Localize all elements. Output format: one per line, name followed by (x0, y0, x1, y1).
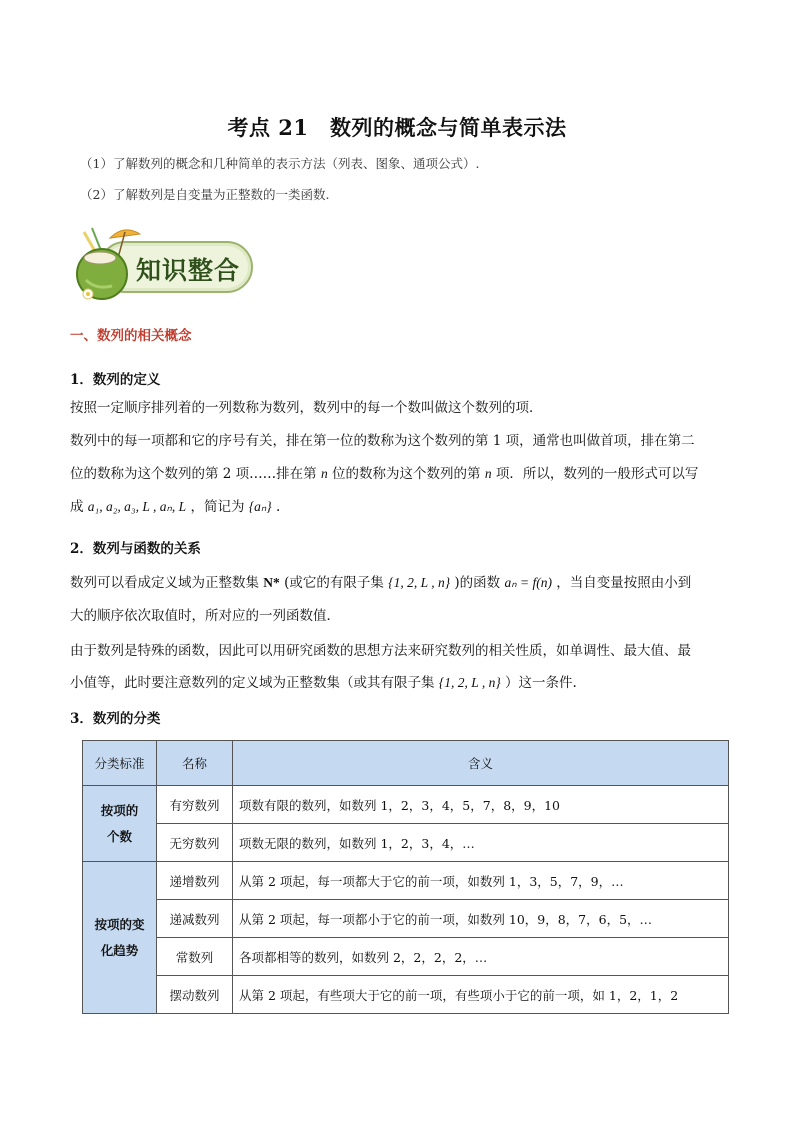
row-meaning: 各项都相等的数列，如数列 2，2，2，2，… (233, 938, 729, 976)
text: 成 (70, 499, 84, 515)
text: ，简记为 (190, 499, 245, 515)
sub1-heading: 1．数列的定义 (70, 372, 161, 388)
sub2-heading: 2．数列与函数的关系 (70, 541, 201, 557)
sub2-line2: 大的顺序依次取值时，所对应的一列函数值． (70, 608, 340, 624)
table-row (83, 900, 729, 938)
sub1-p2-line1: 数列中的每一项都和它的序号有关，排在第一位的数称为这个数列的第 1 项，通常也叫做首项，排在第二 (70, 433, 695, 449)
row-meaning: 从第 2 项起，每一项都大于它的前一项，如数列 1，3，5，7，9，… (233, 862, 729, 900)
table-row (83, 824, 729, 862)
table-row (83, 938, 729, 976)
group-label-trend (83, 862, 157, 1014)
row-name: 常数列 (157, 938, 233, 976)
row-name: 摆动数列 (157, 976, 233, 1014)
table-header: 分类标准 (83, 741, 157, 786)
sub2-line3: 由于数列是特殊的函数，因此可以用研究函数的思想方法来研究数列的相关性质，如单调性、最大值、最 (70, 643, 691, 659)
group-label-line: 按项的变 (94, 916, 145, 932)
text: ，当自变量按照由小到 (556, 575, 692, 591)
group-label-line: 化趋势 (100, 942, 139, 958)
row-name: 无穷数列 (157, 824, 233, 862)
badge-label: 知识整合 (136, 256, 241, 285)
table-header: 含义 (233, 741, 729, 786)
knowledge-badge (72, 224, 256, 302)
text: 数列可以看成定义域为正整数集 (70, 575, 259, 591)
table-header: 名称 (157, 741, 233, 786)
sub1-p2-line2 (70, 464, 698, 484)
subset-formula: {1, 2, L , n} (438, 675, 501, 690)
text: . (275, 499, 281, 515)
text: 项．所以，数列的一般形式可以写 (495, 466, 699, 482)
text: 小值等，此时要注意数列的定义域为正整数集（或其有限子集 (70, 675, 435, 691)
text: ）这一条件. (505, 675, 577, 691)
function-formula: aₙ = f(n) (504, 575, 552, 590)
sub2-line1 (70, 573, 691, 593)
subset-formula: {1, 2, L , n} (388, 575, 451, 590)
page-title: 考点 21 数列的概念与简单表示法 (227, 115, 567, 140)
row-meaning: 从第 2 项起，每一项都小于它的前一项，如数列 10，9，8，7，6，5，… (233, 900, 729, 938)
group-label-count (83, 786, 157, 862)
text: 位的数称为这个数列的第 2 项……排在第 (70, 466, 317, 482)
classification-table (82, 740, 729, 1014)
text: (或它的有限子集 (284, 575, 384, 591)
group-label-line: 按项的 (100, 802, 139, 818)
table-row (83, 786, 729, 824)
sub3-heading: 3．数列的分类 (70, 711, 161, 727)
table-row (83, 862, 729, 900)
sub2-line4 (70, 673, 577, 693)
n-star-symbol: N* (263, 575, 280, 590)
sub1-p2-line3 (70, 497, 280, 517)
var-n: n (320, 466, 328, 481)
row-name: 有穷数列 (157, 786, 233, 824)
row-meaning: 从第 2 项起，有些项大于它的前一项，有些项小于它的前一项，如 1，2，1，2 (233, 976, 729, 1014)
objective-2: （2）了解数列是自变量为正整数的一类函数. (80, 187, 330, 202)
section-heading: 一、数列的相关概念 (70, 328, 192, 344)
row-meaning: 项数有限的数列，如数列 1，2，3，4，5，7，8，9，10 (233, 786, 729, 824)
text: 位的数称为这个数列的第 (332, 466, 481, 482)
table-header-row (83, 741, 729, 786)
row-name: 递增数列 (157, 862, 233, 900)
sub1-p1: 按照一定顺序排列着的一列数称为数列，数列中的每一个数叫做这个数列的项． (70, 400, 543, 416)
row-name: 递减数列 (157, 900, 233, 938)
sequence-notation: {aₙ} (248, 499, 272, 514)
text: )的函数 (454, 575, 501, 591)
var-n: n (484, 466, 492, 481)
group-label-line: 个数 (106, 828, 132, 844)
table-row (83, 976, 729, 1014)
objective-1: （1）了解数列的概念和几种简单的表示方法（列表、图象、通项公式）. (80, 156, 480, 171)
sequence-formula: a₁, a₂, a₃, L , aₙ, L (87, 499, 187, 514)
row-meaning: 项数无限的数列，如数列 1，2，3，4，… (233, 824, 729, 862)
